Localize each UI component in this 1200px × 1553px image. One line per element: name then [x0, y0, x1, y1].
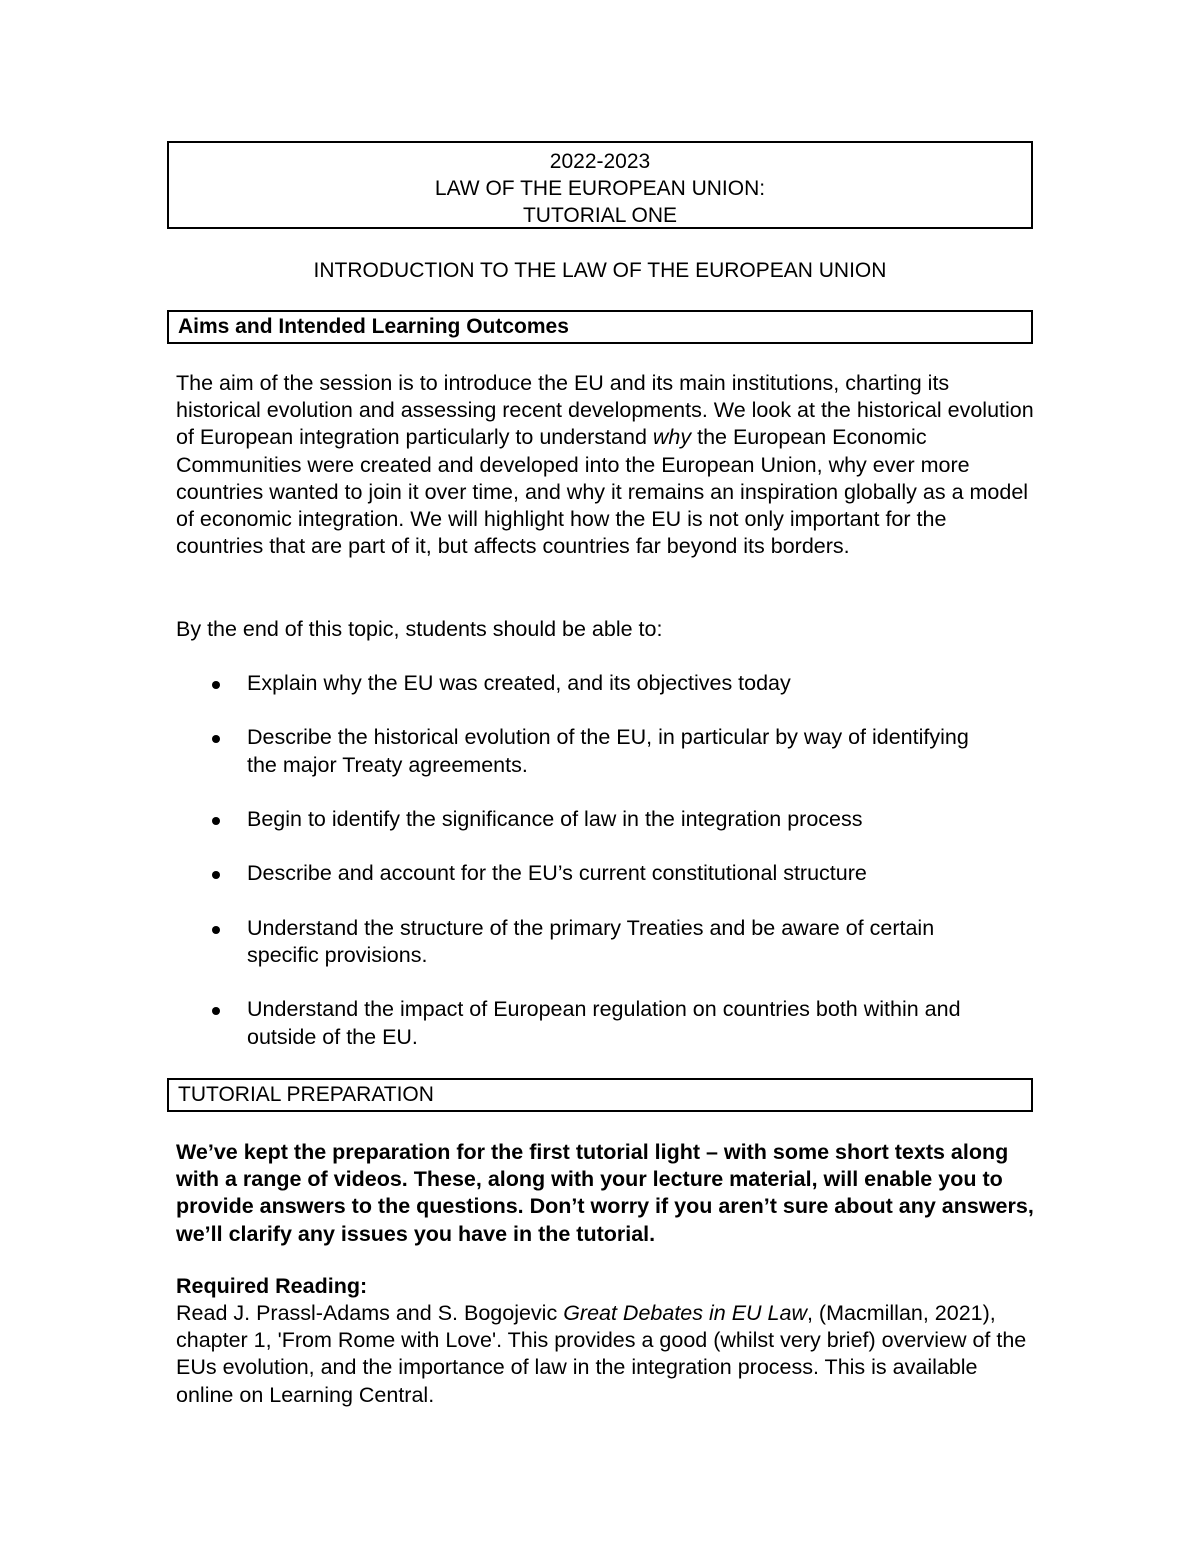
bullet-icon [212, 817, 220, 825]
by-end-statement: By the end of this topic, students should be able to: [176, 617, 663, 641]
list-item [176, 996, 1036, 1050]
intro-text-part2: the European Economic Communities were created and developed into the European Union, why ever more countries wanted to join it over time, and why it remains an inspiration globally as a model of economic integration. We will highlight how the EU is not only important for the countries that are part of it, but affects countries far beyond its borders. [176, 425, 1029, 559]
intro-text-part1: The aim of the session is to introduce the EU and its main institutions, charting its historical evolution and assessing recent developments. We look at the historical evolution of European integration particularly to understand [176, 371, 1034, 450]
required-reading-text [176, 1300, 1036, 1409]
bullet-icon [212, 1007, 220, 1015]
required-reading-heading: Required Reading: [176, 1274, 368, 1298]
bullet-icon [212, 871, 220, 879]
preparation-note: We’ve kept the preparation for the first tutorial light – with some short texts along with a range of videos. These, along with your lecture material, will enable you to provide answers to the questions. Don’t worry if you aren’t sure about any answers, we’ll clarify any issues you have in the tutorial. [176, 1140, 1034, 1246]
list-item [176, 915, 1036, 969]
tutorial-number: TUTORIAL ONE [522, 204, 678, 227]
outcome-text: Understand the structure of the primary Treaties and be aware of certain specific provisions. [247, 915, 935, 967]
intro-emphasis: why [652, 425, 692, 450]
outcome-text: Understand the impact of European regulation on countries both within and outside of the EU. [247, 997, 961, 1049]
outcome-text: Describe and account for the EU’s current constitutional structure [247, 861, 867, 886]
list-item [176, 724, 1036, 778]
list-item [176, 806, 1036, 833]
bullet-icon [212, 735, 220, 743]
outcome-text: Explain why the EU was created, and its objectives today [247, 671, 791, 695]
learning-outcomes-list [176, 670, 1036, 1078]
bullet-icon [212, 681, 220, 689]
outcome-text: Begin to identify the significance of law in the integration process [247, 806, 863, 831]
course-title: LAW OF THE EUROPEAN UNION: [434, 177, 766, 200]
preparation-section-heading: TUTORIAL PREPARATION [167, 1078, 1033, 1112]
outcome-text: Describe the historical evolution of the EU, in particular by way of identifying the major Treaty agreements. [247, 725, 969, 777]
main-heading: INTRODUCTION TO THE LAW OF THE EUROPEAN UNION [313, 259, 887, 282]
list-item [176, 670, 1036, 697]
reading-text-part2: , (Macmillan, 2021), chapter 1, 'From Rome with Love'. This provides a good (whilst very brief) overview of the EUs evolution, and the importance of law in the integration process. This is available online on Learning Central. [176, 1301, 1027, 1407]
list-item [176, 860, 1036, 887]
reading-book-title: Great Debates in EU Law [563, 1301, 807, 1325]
reading-text-part1: Read J. Prassl-Adams and S. Bogojevic [176, 1301, 564, 1325]
aims-section-heading: Aims and Intended Learning Outcomes [167, 310, 1033, 344]
bullet-icon [212, 926, 220, 934]
aims-intro-paragraph [176, 370, 1036, 560]
academic-year: 2022-2023 [549, 150, 651, 173]
title-box [167, 141, 1033, 229]
